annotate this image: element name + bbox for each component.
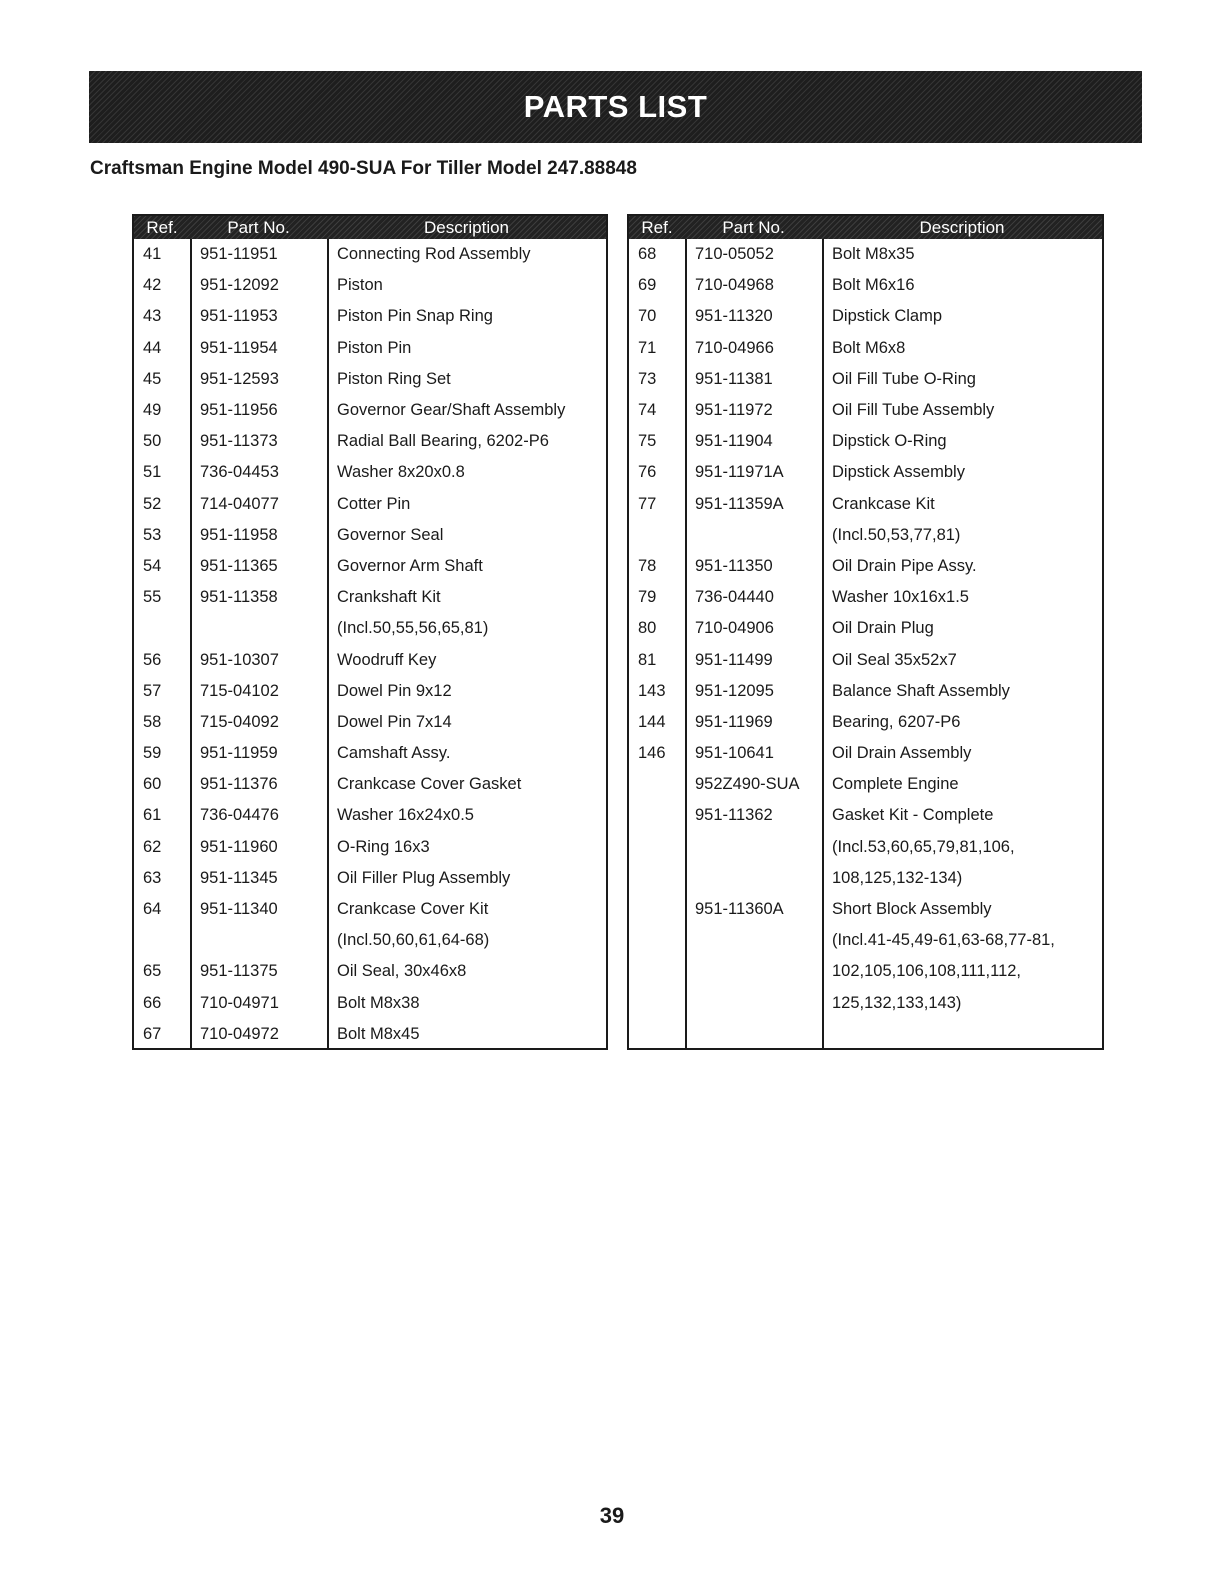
ref-cell: 43	[143, 307, 162, 326]
part-number-cell: 736-04476	[200, 806, 279, 825]
header-ref: Ref.	[146, 218, 178, 237]
ref-cell: 66	[143, 993, 162, 1012]
part-number-cell: 951-11969	[695, 712, 773, 731]
part-number-cell: 951-11358	[200, 588, 278, 607]
description-cell: Complete Engine	[832, 775, 959, 794]
description-cell: Bolt M8x45	[337, 1024, 420, 1043]
part-number-cell: 951-12593	[200, 369, 279, 388]
description-cell: Oil Drain Pipe Assy.	[832, 556, 977, 575]
table-body	[134, 239, 606, 1048]
table-row	[629, 988, 1102, 1019]
table-row	[134, 613, 606, 644]
part-number-cell: 951-10641	[695, 744, 774, 763]
table-row	[629, 894, 1102, 925]
description-cell: Washer 8x20x0.8	[337, 463, 465, 482]
page-number: 39	[599, 1503, 625, 1528]
part-number-cell: 951-11320	[695, 307, 773, 326]
table-row	[134, 551, 606, 582]
part-number-cell: 951-11376	[200, 775, 278, 794]
table-row	[134, 800, 606, 831]
table-row	[629, 676, 1102, 707]
ref-cell: 67	[143, 1024, 162, 1043]
ref-cell: 143	[638, 681, 666, 700]
table-row	[134, 1019, 606, 1050]
description-cell: Crankcase Kit	[832, 494, 935, 513]
table-row	[134, 894, 606, 925]
description-cell: Washer 16x24x0.5	[337, 806, 474, 825]
ref-cell: 63	[143, 868, 162, 887]
description-cell: (Incl.41-45,49-61,63-68,77-81,	[832, 931, 1055, 950]
table-row	[629, 489, 1102, 520]
table-row	[134, 832, 606, 863]
description-cell: Dipstick Assembly	[832, 463, 965, 482]
table-row	[629, 333, 1102, 364]
description-cell: Bolt M6x8	[832, 338, 906, 357]
description-cell: Short Block Assembly	[832, 900, 992, 919]
part-number-cell: 710-04906	[695, 619, 774, 638]
table-row	[134, 333, 606, 364]
description-cell: Crankcase Cover Kit	[337, 900, 489, 919]
ref-cell: 62	[143, 837, 162, 856]
description-cell: Dipstick O-Ring	[832, 432, 947, 451]
table-row	[629, 239, 1102, 270]
part-number-cell: 951-11972	[695, 401, 773, 420]
ref-cell: 49	[143, 401, 162, 420]
table-row	[134, 769, 606, 800]
description-cell: Oil Filler Plug Assembly	[337, 868, 511, 887]
parts-list-banner	[89, 71, 1142, 143]
ref-cell: 44	[143, 338, 162, 357]
ref-cell: 55	[143, 588, 162, 607]
table-row	[134, 956, 606, 987]
part-number-cell: 951-11340	[200, 900, 278, 919]
part-number-cell: 714-04077	[200, 494, 279, 513]
table-row	[134, 364, 606, 395]
ref-cell: 81	[638, 650, 657, 669]
description-cell: Governor Seal	[337, 525, 444, 544]
description-cell: (Incl.50,55,56,65,81)	[337, 619, 489, 638]
table-row	[629, 301, 1102, 332]
part-number-cell: 951-11953	[200, 307, 278, 326]
description-cell: Connecting Rod Assembly	[337, 245, 531, 264]
engine-model-subtitle: Craftsman Engine Model 490-SUA For Tiller Model 247.88848	[90, 158, 637, 179]
description-cell: Governor Arm Shaft	[337, 556, 483, 575]
ref-cell: 64	[143, 900, 162, 919]
description-cell: O-Ring 16x3	[337, 837, 430, 856]
table-row	[629, 551, 1102, 582]
description-cell: Oil Fill Tube O-Ring	[832, 369, 976, 388]
table-rows	[134, 239, 606, 1048]
description-cell: Dipstick Clamp	[832, 307, 943, 326]
part-number-cell: 736-04440	[695, 588, 774, 607]
part-number-cell: 951-11954	[200, 338, 278, 357]
ref-cell: 76	[638, 463, 657, 482]
parts-table-left	[132, 214, 608, 1050]
description-cell: Dowel Pin 9x12	[337, 681, 452, 700]
description-cell: Washer 10x16x1.5	[832, 588, 969, 607]
ref-cell: 80	[638, 619, 657, 638]
table-row	[629, 800, 1102, 831]
header-description: Description	[919, 218, 1005, 237]
table-row	[629, 956, 1102, 987]
table-body	[629, 239, 1102, 1048]
part-number-cell: 710-04968	[695, 276, 774, 295]
description-cell: Gasket Kit - Complete	[832, 806, 994, 825]
header-part-no: Part No.	[722, 218, 785, 237]
table-row	[629, 520, 1102, 551]
ref-cell: 52	[143, 494, 162, 513]
table-row	[134, 489, 606, 520]
table-row	[629, 863, 1102, 894]
banner-title: PARTS LIST	[523, 89, 708, 124]
header-ref: Ref.	[641, 218, 673, 237]
table-row	[629, 738, 1102, 769]
ref-cell: 71	[638, 338, 657, 357]
table-row	[629, 582, 1102, 613]
description-cell: Oil Seal, 30x46x8	[337, 962, 467, 981]
part-number-cell: 951-11373	[200, 432, 278, 451]
table-row	[134, 520, 606, 551]
description-cell: (Incl.50,53,77,81)	[832, 525, 961, 544]
ref-cell: 50	[143, 432, 162, 451]
part-number-cell: 715-04102	[200, 681, 279, 700]
header-part-no: Part No.	[227, 218, 290, 237]
ref-cell: 73	[638, 369, 657, 388]
ref-cell: 51	[143, 463, 162, 482]
ref-cell: 42	[143, 276, 162, 295]
table-row	[629, 364, 1102, 395]
part-number-cell: 951-11499	[695, 650, 773, 669]
ref-cell: 146	[638, 744, 666, 763]
description-cell: Oil Drain Assembly	[832, 744, 972, 763]
part-number-cell: 951-11958	[200, 525, 278, 544]
ref-cell: 59	[143, 744, 162, 763]
ref-cell: 68	[638, 245, 657, 264]
part-number-cell: 951-10307	[200, 650, 279, 669]
table-row	[134, 707, 606, 738]
ref-cell: 69	[638, 276, 657, 295]
table-row	[629, 457, 1102, 488]
table-row	[134, 644, 606, 675]
ref-cell: 54	[143, 556, 162, 575]
description-cell: Bolt M8x35	[832, 245, 915, 264]
description-cell: Balance Shaft Assembly	[832, 681, 1010, 700]
table-row	[629, 395, 1102, 426]
description-cell: 125,132,133,143)	[832, 993, 962, 1012]
header-description: Description	[423, 218, 510, 237]
ref-cell: 75	[638, 432, 657, 451]
ref-cell: 144	[638, 712, 666, 731]
part-number-cell: 715-04092	[200, 712, 279, 731]
part-number-cell: 951-11345	[200, 868, 278, 887]
ref-cell: 60	[143, 775, 162, 794]
table-row	[629, 925, 1102, 956]
description-cell: Bolt M6x16	[832, 276, 915, 295]
part-number-cell: 952Z490-SUA	[695, 775, 800, 794]
description-cell: Crankcase Cover Gasket	[337, 775, 522, 794]
description-cell: Piston Pin	[337, 338, 412, 357]
description-cell: Radial Ball Bearing, 6202-P6	[337, 432, 549, 451]
table-row	[134, 988, 606, 1019]
table-row	[134, 301, 606, 332]
ref-cell: 74	[638, 401, 657, 420]
table-row	[134, 863, 606, 894]
part-number-cell: 951-11350	[695, 556, 773, 575]
table-row	[134, 738, 606, 769]
part-number-cell: 951-11904	[695, 432, 773, 451]
ref-cell: 61	[143, 806, 162, 825]
description-cell: Woodruff Key	[337, 650, 437, 669]
description-cell: 108,125,132-134)	[832, 868, 963, 887]
ref-cell: 58	[143, 712, 162, 731]
part-number-cell: 951-11951	[200, 245, 278, 264]
ref-cell: 70	[638, 307, 657, 326]
ref-cell: 79	[638, 588, 657, 607]
part-number-cell: 951-12095	[695, 681, 774, 700]
ref-cell: 53	[143, 525, 162, 544]
table-row	[134, 239, 606, 270]
table-row	[134, 426, 606, 457]
table-row	[629, 832, 1102, 863]
table-row	[629, 644, 1102, 675]
table-row	[134, 582, 606, 613]
description-cell: Piston Pin Snap Ring	[337, 307, 493, 326]
description-cell: Bearing, 6207-P6	[832, 712, 961, 731]
description-cell: (Incl.53,60,65,79,81,106,	[832, 837, 1015, 856]
description-cell: Camshaft Assy.	[337, 744, 451, 763]
table-row	[629, 707, 1102, 738]
ref-cell: 65	[143, 962, 162, 981]
table-row	[134, 395, 606, 426]
part-number-cell: 736-04453	[200, 463, 279, 482]
table-row	[629, 769, 1102, 800]
description-cell: Dowel Pin 7x14	[337, 712, 452, 731]
table-row	[134, 457, 606, 488]
part-number-cell: 710-05052	[695, 245, 774, 264]
part-number-cell: 951-11971A	[695, 463, 784, 482]
ref-cell: 56	[143, 650, 162, 669]
table-row	[629, 613, 1102, 644]
part-number-cell: 951-11960	[200, 837, 278, 856]
table-row	[629, 270, 1102, 301]
description-cell: 102,105,106,108,111,112,	[832, 962, 1022, 981]
table-row	[134, 676, 606, 707]
description-cell: Governor Gear/Shaft Assembly	[337, 401, 566, 420]
ref-cell: 78	[638, 556, 657, 575]
table-header	[134, 216, 606, 239]
ref-cell: 41	[143, 245, 162, 264]
part-number-cell: 710-04966	[695, 338, 774, 357]
description-cell: Bolt M8x38	[337, 993, 420, 1012]
parts-table-right	[627, 214, 1104, 1050]
description-cell: Piston	[337, 276, 383, 295]
ref-cell: 77	[638, 494, 657, 513]
description-cell: Cotter Pin	[337, 494, 411, 513]
part-number-cell: 951-12092	[200, 276, 279, 295]
ref-cell: 57	[143, 681, 162, 700]
description-cell: Oil Drain Plug	[832, 619, 934, 638]
table-row	[134, 270, 606, 301]
part-number-cell: 710-04972	[200, 1024, 279, 1043]
description-cell: (Incl.50,60,61,64-68)	[337, 931, 490, 950]
part-number-cell: 951-11381	[695, 369, 773, 388]
table-rows	[629, 239, 1102, 1048]
part-number-cell: 951-11956	[200, 401, 278, 420]
description-cell: Crankshaft Kit	[337, 588, 441, 607]
description-cell: Piston Ring Set	[337, 369, 451, 388]
table-header	[629, 216, 1102, 239]
table-row	[629, 426, 1102, 457]
part-number-cell: 951-11359A	[695, 494, 784, 513]
part-number-cell: 951-11959	[200, 744, 278, 763]
part-number-cell: 951-11362	[695, 806, 773, 825]
description-cell: Oil Fill Tube Assembly	[832, 401, 995, 420]
part-number-cell: 951-11375	[200, 962, 278, 981]
description-cell: Oil Seal 35x52x7	[832, 650, 957, 669]
part-number-cell: 710-04971	[200, 993, 279, 1012]
part-number-cell: 951-11360A	[695, 900, 784, 919]
ref-cell: 45	[143, 369, 162, 388]
part-number-cell: 951-11365	[200, 556, 278, 575]
table-row	[134, 925, 606, 956]
